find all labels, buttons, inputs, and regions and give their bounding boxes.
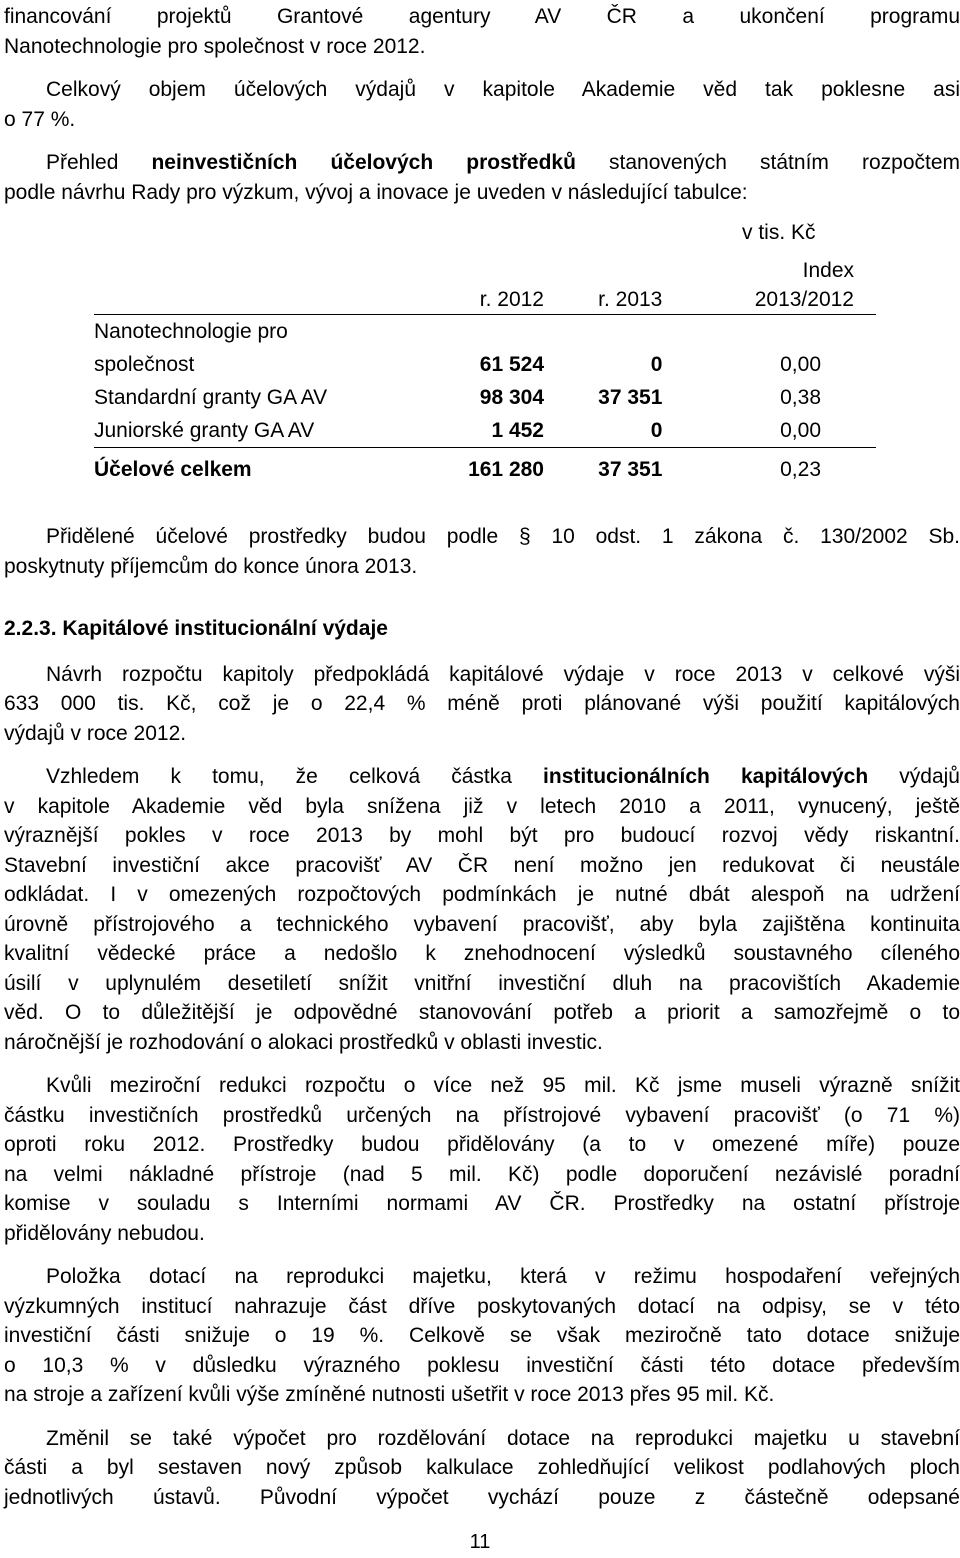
s-p5-line: jednotlivých ústavů. Původní výpočet vychází pouze z částečně odepsané: [4, 1485, 960, 1509]
intro-line-2: Nanotechnologie pro společnost v roce 2012.: [4, 34, 426, 58]
cell-2012: 98 304: [479, 386, 544, 409]
s-p4-line: investiční části snižuje o 19 %. Celkově se však meziročně tato dotace snižuje: [4, 1324, 960, 1347]
table-note: [4, 522, 960, 581]
intro-p3-post: stanovených státním rozpočtem: [575, 151, 960, 174]
table-row: [94, 414, 876, 448]
note-line-2: poskytnuty příjemcům do konce února 2013.: [4, 554, 418, 578]
s-p2-line: Stavební investiční akce pracovišť AV ČR není možno jen redukovat či neustále: [4, 853, 960, 877]
s-p4-line: výzkumných institucí nahrazuje část dříve poskytovaných dotací na odpisy, se v této: [4, 1294, 960, 1318]
s-p4-line: Položka dotací na reprodukci majetku, která v režimu hospodaření veřejných: [46, 1265, 960, 1288]
s-p1-l2: 633 000 tis. Kč, což je o 22,4 % méně proti plánované výši použití kapitálových: [4, 692, 960, 715]
header-2012: r. 2012: [479, 288, 544, 311]
section-heading: 2.2.3. Kapitálové institucionální výdaje: [4, 617, 388, 640]
s-p2-bold: institucionálních kapitálových: [543, 765, 869, 788]
s-p3-line: Kvůli meziroční redukci rozpočtu o více než 95 mil. Kč jsme museli výrazně snížit: [46, 1074, 960, 1097]
s-p2-last: náročnější je rozhodování o alokaci prostředků v oblasti investic.: [4, 1030, 603, 1054]
s-p3-line: na velmi nákladné přístroje (nad 5 mil. Kč) podle doporučení nezávislé poradní: [4, 1162, 960, 1186]
page-number: 11: [469, 1531, 491, 1553]
s-p3-line: komise v souladu s Interními normami AV ČR. Prostředky na ostatní přístroje: [4, 1192, 960, 1215]
s-p2-line: úsilí v uplynulém desetiletí snížit vnitřní investiční dluh na pracovištích Akademie: [4, 971, 960, 995]
table-header-row: [94, 256, 876, 315]
row-label-l1: Nanotechnologie pro: [94, 320, 288, 343]
total-index: 0,23: [780, 458, 821, 481]
intro-p3-line-1: [4, 148, 960, 178]
cell-index: 0,38: [780, 386, 821, 409]
section-capital: [4, 614, 960, 1512]
s-p5-line: Změnil se také výpočet pro rozdělování dotace na reprodukci majetku u stavební: [46, 1426, 960, 1450]
intro-p3-line-2: podle návrhu Rady pro výzkum, vývoj a inovace je uveden v následující tabulce:: [4, 180, 748, 204]
s-p2-post: výdajů: [868, 765, 960, 788]
intro-p3-bold: neinvestičních účelových prostředků: [151, 151, 576, 174]
s-p2-line: v kapitole Akademie věd byla snížena již v letech 2010 a 2011, vynucený, ještě: [4, 794, 960, 818]
s-p5-line: části a byl sestaven nový způsob kalkulace zohledňující velikost podlahových ploch: [4, 1456, 960, 1479]
s-p2-line: věd. O to důležitější je odpovědné stanovování potřeb a priorit a samozřejmě o to: [4, 1001, 960, 1024]
header-index-l2: 2013/2012: [754, 288, 854, 311]
intro-block: [4, 2, 960, 207]
total-label: Účelové celkem: [94, 458, 252, 481]
intro-line-1: financování projektů Grantové agentury AV ČR a ukončení programu: [4, 5, 960, 28]
row-label-l2: společnost: [94, 353, 195, 376]
s-p2-l1: [4, 762, 960, 792]
header-index-l1: Index: [802, 259, 854, 282]
s-p2-pre: Vzhledem k tomu, že celková částka: [46, 765, 544, 788]
header-empty: [94, 256, 439, 315]
cell-2012: 1 452: [491, 419, 544, 442]
cell-2013: 0: [650, 419, 663, 442]
row-label: [94, 315, 439, 382]
row-label: Standardní granty GA AV: [94, 386, 328, 409]
header-index: [662, 256, 876, 315]
s-p4-last: na stroje a zařízení kvůli výše zmíněné nutnosti ušetřit v roce 2013 přes 95 mil. Kč.: [4, 1383, 775, 1406]
cell-index: 0,00: [780, 353, 821, 376]
note-line-1: Přidělené účelové prostředky budou podle § 10 odst. 1 zákona č. 130/2002 Sb.: [46, 525, 960, 548]
s-p4-line: o 10,3 % v důsledku výrazného poklesu investiční části této dotace především: [4, 1353, 960, 1377]
cell-2013: 0: [650, 353, 663, 376]
s-p3-line: částku investičních prostředků určených na přístrojové vybavení pracovišť (o 71 %): [4, 1103, 960, 1127]
cell-2012: 61 524: [479, 353, 544, 376]
intro-p2-line-1: Celkový objem účelových výdajů v kapitole Akademie věd tak poklesne asi: [46, 78, 960, 101]
s-p1-l3: výdajů v roce 2012.: [4, 721, 187, 745]
s-p1-l1: Návrh rozpočtu kapitoly předpokládá kapitálové výdaje v roce 2013 v celkové výši: [46, 662, 960, 686]
row-label: Juniorské granty GA AV: [94, 419, 315, 442]
budget-table: [94, 256, 876, 486]
cell-index: 0,00: [780, 419, 821, 442]
s-p3-last: přidělovány nebudou.: [4, 1221, 205, 1245]
table-row: [94, 381, 876, 414]
s-p3-line: oproti roku 2012. Prostředky budou přidělovány (a to v omezené míře) pouze: [4, 1133, 960, 1156]
s-p2-line: kvalitní vědecké práce a nedošlo k znehodnocení výsledků soustavného cíleného: [4, 942, 960, 965]
total-2012: 161 280: [468, 458, 544, 481]
table-total-row: [94, 448, 876, 487]
intro-p3-pre: Přehled: [46, 151, 152, 174]
total-2013: 37 351: [598, 458, 663, 481]
s-p2-line: úrovně přístrojového a technického vybavení pracovišť, aby byla zajištěna kontinuita: [4, 912, 960, 936]
table-unit-label: v tis. Kč: [742, 221, 816, 244]
table-row: [94, 315, 876, 382]
header-2013: r. 2013: [598, 288, 663, 311]
intro-p2-line-2: o 77 %.: [4, 107, 76, 131]
s-p2-line: výraznější pokles v roce 2013 by mohl být pro budoucí rozvoj vědy riskantní.: [4, 824, 960, 847]
cell-2013: 37 351: [598, 386, 663, 409]
s-p2-line: odkládat. I v omezených rozpočtových podmínkách je nutné dbát alespoň na udržení: [4, 883, 960, 906]
